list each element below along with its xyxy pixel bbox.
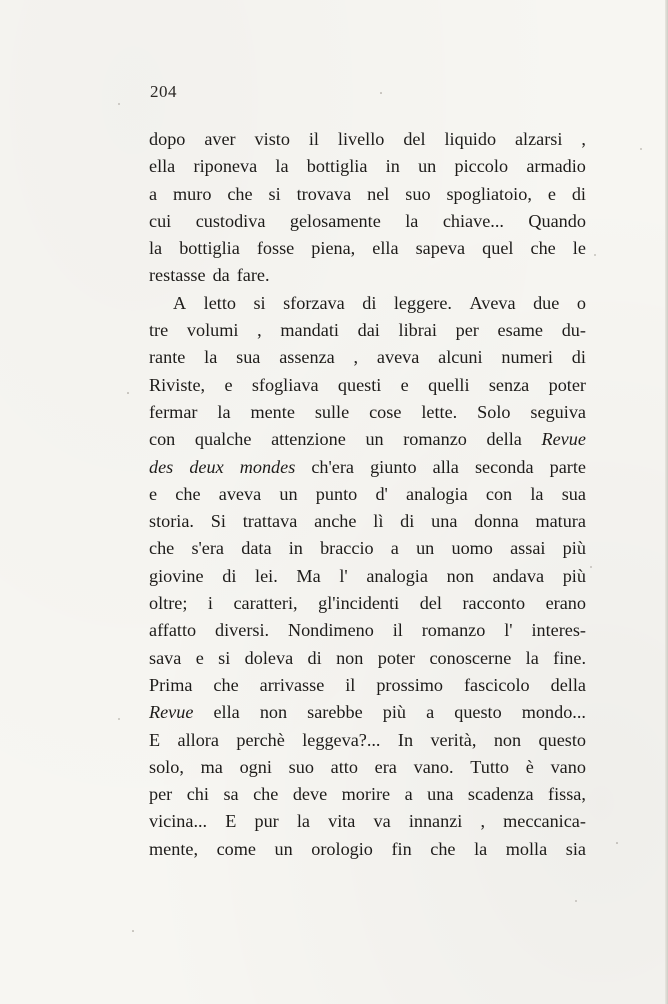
word: la [217, 401, 231, 422]
word: d' [375, 483, 388, 504]
word: gl'incidenti [318, 593, 400, 614]
word: cose [369, 401, 402, 422]
word: Quando [528, 210, 586, 231]
word: romanzo [421, 620, 486, 641]
word: e [547, 183, 556, 204]
word: mente, [149, 838, 198, 859]
word: piccolo [454, 156, 509, 177]
word: una [427, 784, 454, 805]
text-line [149, 454, 586, 481]
word: a [149, 183, 158, 204]
text-line [149, 262, 586, 289]
word: questo [454, 702, 502, 723]
word: più [382, 702, 407, 723]
word: la [296, 811, 310, 832]
word: sulle [314, 401, 350, 422]
word: come [216, 838, 256, 859]
text-line [149, 181, 586, 208]
word: un [416, 538, 435, 559]
word: fare. [236, 265, 270, 286]
word: un [279, 483, 298, 504]
word: , [480, 811, 486, 832]
word: Aveva [469, 292, 516, 313]
paper-speck [590, 566, 592, 568]
paper-speck [575, 900, 577, 902]
word: scadenza [467, 784, 534, 805]
word: non [336, 647, 364, 668]
word: E [149, 729, 161, 750]
word: che [253, 784, 279, 805]
word: suo [288, 756, 314, 777]
word: affatto [149, 620, 197, 641]
word: orologio [311, 838, 373, 859]
word: data [241, 538, 272, 559]
word: aveva [376, 347, 420, 368]
word: diversi. [215, 620, 270, 641]
word: allora [177, 729, 219, 750]
word: e [400, 374, 409, 395]
word: poter [377, 647, 416, 668]
word: librai [398, 320, 437, 341]
word: che [530, 238, 556, 259]
word: prossimo [376, 674, 444, 695]
word: innanzi [408, 811, 463, 832]
word: storia. [149, 511, 194, 532]
word: solo, [149, 756, 184, 777]
word: morire [341, 784, 391, 805]
word: vano [550, 756, 586, 777]
word: numeri [501, 347, 553, 368]
word: pur [254, 811, 279, 832]
word: quel [482, 238, 514, 259]
word: fine. [553, 647, 586, 668]
word: ella [213, 702, 240, 723]
page-number: 204 [150, 82, 177, 101]
word: letto [203, 292, 236, 313]
word: sava [149, 647, 182, 668]
word: liquido [444, 129, 497, 149]
word: da [212, 265, 230, 286]
text-line [149, 727, 586, 754]
text-line [149, 317, 586, 344]
word: più [562, 538, 586, 559]
word: lì [373, 511, 384, 532]
word: attenzione [271, 429, 346, 450]
word: romanzo [403, 429, 467, 450]
word: per [455, 320, 479, 341]
text-line [149, 399, 586, 426]
text-line [149, 290, 586, 317]
word: analogia [366, 565, 428, 586]
word: che [213, 674, 239, 695]
word: sia [565, 838, 586, 859]
word: la [149, 238, 163, 259]
word: du- [561, 320, 586, 341]
word: piena, [311, 238, 356, 259]
word: aver [204, 129, 236, 149]
word: l' [504, 620, 513, 641]
word: della [486, 429, 522, 450]
text-line [149, 535, 586, 562]
word: un [418, 156, 437, 177]
word: un [274, 838, 293, 859]
word: la [474, 838, 488, 859]
word: giunto [370, 456, 417, 477]
paper-speck [640, 148, 642, 150]
word: il [308, 129, 319, 149]
word: Riviste, [149, 374, 206, 395]
word: perchè [236, 729, 285, 750]
word: A [173, 292, 187, 313]
word: trattava [242, 511, 298, 532]
word: dai [357, 320, 380, 341]
word: con [149, 429, 176, 450]
word: che [175, 483, 201, 504]
word: tre [149, 320, 169, 341]
word: senza [488, 374, 530, 395]
word: arrivasse [259, 674, 325, 695]
word: non [493, 729, 522, 750]
word: uomo [451, 538, 493, 559]
word: che [149, 538, 175, 559]
word: cui [149, 210, 172, 231]
word: di [571, 183, 586, 204]
word: che [227, 183, 253, 204]
word: questo [538, 729, 586, 750]
word: di [307, 647, 322, 668]
word: del [419, 593, 442, 614]
word: a [404, 784, 413, 805]
word: con [485, 483, 513, 504]
text-line [149, 208, 586, 235]
word: due [533, 292, 560, 313]
text-line [149, 508, 586, 535]
text-line [149, 372, 586, 399]
paper-speck [127, 392, 129, 394]
word: una [431, 511, 458, 532]
word: donna [474, 511, 519, 532]
word: E [225, 811, 237, 832]
word: spogliatoio, [446, 183, 532, 204]
word: o [576, 292, 586, 313]
word: poter [548, 374, 586, 395]
text-line [149, 344, 586, 371]
word: il [392, 620, 403, 641]
word: per [149, 784, 173, 805]
word: della [550, 674, 586, 695]
word: questi [337, 374, 382, 395]
paper-speck [594, 254, 596, 256]
word: andava [492, 565, 545, 586]
word: custodiva [195, 210, 266, 231]
word: mondo... [521, 702, 586, 723]
word: meccanica- [503, 811, 586, 832]
word: Tutto [470, 756, 510, 777]
word: di [571, 347, 586, 368]
text-line [149, 153, 586, 180]
word: mandati [280, 320, 339, 341]
text-line [149, 235, 586, 262]
word: le [572, 238, 586, 259]
word: interes- [531, 620, 586, 641]
word: vita [328, 811, 356, 832]
word: di [362, 292, 377, 313]
word: riponeva [193, 156, 258, 177]
word: nel [367, 183, 390, 204]
word: livello [337, 129, 385, 149]
word: rante [149, 347, 186, 368]
word: analogia [406, 483, 468, 504]
word: racconto [462, 593, 526, 614]
word: Prima [149, 674, 193, 695]
word: armadio [526, 156, 586, 177]
word: non [446, 565, 474, 586]
word: sarebbe [307, 702, 363, 723]
word: più [562, 565, 586, 586]
word: seguiva [530, 401, 586, 422]
word: e [195, 647, 204, 668]
word: des [149, 456, 174, 477]
word: mondes [239, 456, 296, 477]
word: ch'era [311, 456, 355, 477]
word: del [403, 129, 426, 149]
word: muro [173, 183, 212, 204]
word: oltre; [149, 593, 188, 614]
paper-speck [132, 930, 134, 932]
text-line [149, 699, 586, 726]
text-line [149, 563, 586, 590]
word: i [207, 593, 213, 614]
word: leggeva?... [302, 729, 381, 750]
word: la [204, 347, 218, 368]
word: , [353, 347, 359, 368]
word: ella [372, 238, 399, 259]
word: Nondimeno [287, 620, 374, 641]
word: deux [189, 456, 224, 477]
text-line [149, 481, 586, 508]
text-line [149, 754, 586, 781]
word: erano [545, 593, 586, 614]
word: leggere. [393, 292, 452, 313]
word: a [390, 538, 399, 559]
word: parte [549, 456, 586, 477]
word: trovava [296, 183, 352, 204]
word: si [218, 647, 231, 668]
word: che [430, 838, 456, 859]
word: fin [391, 838, 412, 859]
word: bottiglia [179, 238, 240, 259]
word: la [275, 156, 289, 177]
word: , [257, 320, 262, 341]
word: Solo [477, 401, 511, 422]
word: Si [210, 511, 226, 532]
word: anche [314, 511, 357, 532]
word: atto [330, 756, 358, 777]
word: aveva [218, 483, 262, 504]
text-line [149, 781, 586, 808]
word: restasse [149, 265, 206, 286]
paper-speck [380, 92, 382, 94]
word: verità, [430, 729, 477, 750]
word: la [525, 647, 539, 668]
word: molla [505, 838, 548, 859]
paper-speck [616, 842, 618, 844]
word: alla [432, 456, 459, 477]
word: seconda [474, 456, 534, 477]
text-line [149, 645, 586, 672]
word: sa [223, 784, 239, 805]
word: a [426, 702, 435, 723]
word: la [530, 483, 544, 504]
body-text [149, 126, 586, 863]
paper-speck [118, 718, 120, 720]
word: si [253, 292, 266, 313]
word: assai [510, 538, 546, 559]
word: un [365, 429, 384, 450]
text-line [149, 426, 586, 453]
word: alzarsi [514, 129, 563, 149]
word: matura [535, 511, 586, 532]
word: conoscerne [429, 647, 512, 668]
word: caratteri, [233, 593, 298, 614]
text-line [149, 590, 586, 617]
word: volumi [186, 320, 239, 341]
paper-speck [118, 103, 120, 105]
text-line [149, 672, 586, 699]
word: fosse [256, 238, 295, 259]
word: sua [236, 347, 261, 368]
word: è [525, 756, 534, 777]
word: l' [339, 565, 348, 586]
word: giovine [149, 565, 204, 586]
word: fermar [149, 401, 198, 422]
word: gelosamente [289, 210, 381, 231]
word: bottiglia [306, 156, 368, 177]
word: dopo [149, 129, 186, 149]
word: Ma [296, 565, 321, 586]
word: assenza [279, 347, 335, 368]
word: ma [200, 756, 223, 777]
word: la [405, 210, 419, 231]
word: In [397, 729, 414, 750]
word: suo [405, 183, 431, 204]
word: , [581, 129, 586, 149]
word: di [222, 565, 237, 586]
word: visto [254, 129, 290, 149]
word: deve [292, 784, 328, 805]
word: punto [315, 483, 358, 504]
text-line [149, 836, 586, 863]
word: sforzava [283, 292, 345, 313]
word: e [149, 483, 158, 504]
word: braccio [320, 538, 374, 559]
word: doleva [244, 647, 294, 668]
word: in [288, 538, 303, 559]
word: ogni [239, 756, 272, 777]
word: mente [250, 401, 295, 422]
word: lei. [255, 565, 278, 586]
word: sfogliava [251, 374, 319, 395]
word: vano. [413, 756, 454, 777]
word: di [400, 511, 415, 532]
word: alcuni [438, 347, 483, 368]
word: Revue [149, 702, 194, 723]
word: in [385, 156, 400, 177]
word: esame [497, 320, 543, 341]
word: quelli [428, 374, 470, 395]
word: vicina... [149, 811, 208, 832]
word: sapeva [415, 238, 466, 259]
word: si [268, 183, 281, 204]
text-line [149, 126, 586, 153]
text-line [149, 617, 586, 644]
word: il [345, 674, 356, 695]
word: qualche [194, 429, 252, 450]
word: chi [186, 784, 209, 805]
word: ella [149, 156, 176, 177]
word: sua [561, 483, 586, 504]
word: va [373, 811, 391, 832]
word: e [224, 374, 233, 395]
word: chiave... [442, 210, 504, 231]
word: fissa, [548, 784, 586, 805]
word: non [259, 702, 288, 723]
text-line [149, 808, 586, 835]
word: fascicolo [464, 674, 530, 695]
word: Revue [541, 429, 586, 450]
word: lette. [421, 401, 458, 422]
word: s'era [191, 538, 225, 559]
word: era [374, 756, 397, 777]
